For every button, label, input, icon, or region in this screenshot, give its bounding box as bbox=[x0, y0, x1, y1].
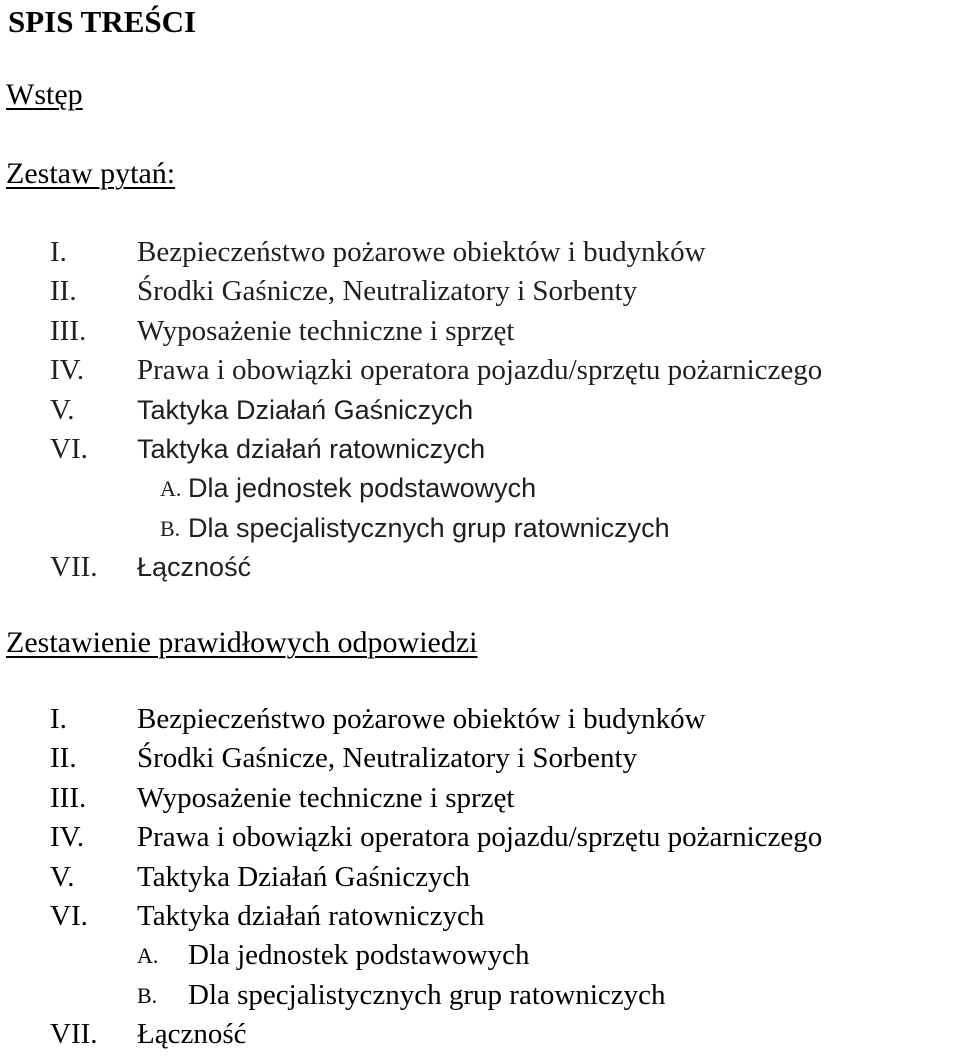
toc-subitem-letter: A. bbox=[137, 943, 159, 969]
toc-item-title: Taktyka Działań Gaśniczych bbox=[137, 860, 470, 893]
toc-item-title: Wyposażenie techniczne i sprzęt bbox=[137, 781, 515, 814]
toc-subitem-letter: B. bbox=[160, 515, 181, 541]
heading-answers[interactable]: Zestawienie prawidłowych odpowiedzi bbox=[6, 626, 478, 659]
toc-answers-list bbox=[0, 700, 960, 1055]
toc-item-title: Bezpieczeństwo pożarowe obiektów i budynków bbox=[137, 703, 706, 735]
toc-subitem[interactable] bbox=[0, 509, 960, 548]
toc-item-title: Bezpieczeństwo pożarowe obiektów i budynków bbox=[137, 236, 706, 268]
toc-item[interactable] bbox=[0, 272, 960, 311]
toc-subitem-title: Dla specjalistycznych grup ratowniczych bbox=[188, 978, 666, 1011]
toc-item-number: VI. bbox=[50, 899, 88, 932]
toc-subitem[interactable] bbox=[0, 469, 960, 508]
toc-questions-list bbox=[0, 233, 960, 588]
toc-item[interactable] bbox=[0, 430, 960, 469]
toc-item[interactable] bbox=[0, 1015, 960, 1054]
toc-item-number: III. bbox=[50, 781, 87, 814]
toc-item[interactable] bbox=[0, 897, 960, 936]
toc-subitem[interactable] bbox=[0, 976, 960, 1015]
heading-intro[interactable]: Wstęp bbox=[6, 78, 83, 111]
toc-subitem-title: Dla jednostek podstawowych bbox=[188, 473, 537, 504]
toc-item-number: I. bbox=[50, 703, 67, 735]
page-title: SPIS TREŚCI bbox=[8, 4, 197, 39]
toc-item-title: Taktyka działań ratowniczych bbox=[137, 433, 486, 464]
toc-item-title: Łączność bbox=[137, 552, 252, 583]
toc-item-number: VII. bbox=[50, 551, 98, 584]
toc-item-title: Prawa i obowiązki operatora pojazdu/sprzętu pożarniczego bbox=[137, 821, 823, 854]
toc-item[interactable] bbox=[0, 739, 960, 778]
toc-item[interactable] bbox=[0, 818, 960, 857]
toc-item[interactable] bbox=[0, 351, 960, 390]
toc-subitem-letter: B. bbox=[137, 982, 158, 1008]
toc-subitem-letter: A. bbox=[160, 476, 182, 502]
toc-item-title: Łączność bbox=[137, 1018, 247, 1051]
toc-subitem[interactable] bbox=[0, 936, 960, 975]
toc-item-title: Wyposażenie techniczne i sprzęt bbox=[137, 314, 515, 347]
toc-item[interactable] bbox=[0, 233, 960, 272]
toc-item[interactable] bbox=[0, 391, 960, 430]
heading-questions[interactable]: Zestaw pytań: bbox=[6, 157, 176, 190]
toc-item-number: VI. bbox=[50, 432, 88, 465]
toc-item-number: IV. bbox=[50, 821, 85, 854]
toc-item-number: II. bbox=[50, 742, 77, 775]
toc-item[interactable] bbox=[0, 312, 960, 351]
toc-item-number: V. bbox=[50, 860, 75, 893]
toc-item-number: III. bbox=[50, 314, 87, 347]
toc-item-number: I. bbox=[50, 236, 67, 268]
toc-item-title: Taktyka Działań Gaśniczych bbox=[137, 394, 474, 425]
toc-item-title: Taktyka działań ratowniczych bbox=[137, 899, 485, 932]
toc-item-title: Prawa i obowiązki operatora pojazdu/sprzętu pożarniczego bbox=[137, 354, 823, 387]
toc-subitem-title: Dla jednostek podstawowych bbox=[188, 939, 530, 972]
toc-item-title: Środki Gaśnicze, Neutralizatory i Sorbenty bbox=[137, 275, 638, 308]
toc-item[interactable] bbox=[0, 700, 960, 739]
toc-item[interactable] bbox=[0, 858, 960, 897]
toc-item-number: VII. bbox=[50, 1018, 98, 1051]
toc-item-number: V. bbox=[50, 393, 75, 426]
toc-item-number: II. bbox=[50, 275, 77, 308]
toc-item-number: IV. bbox=[50, 354, 85, 387]
toc-subitem-title: Dla specjalistycznych grup ratowniczych bbox=[188, 512, 670, 543]
toc-item-title: Środki Gaśnicze, Neutralizatory i Sorbenty bbox=[137, 742, 638, 775]
toc-item[interactable] bbox=[0, 548, 960, 587]
toc-item[interactable] bbox=[0, 779, 960, 818]
